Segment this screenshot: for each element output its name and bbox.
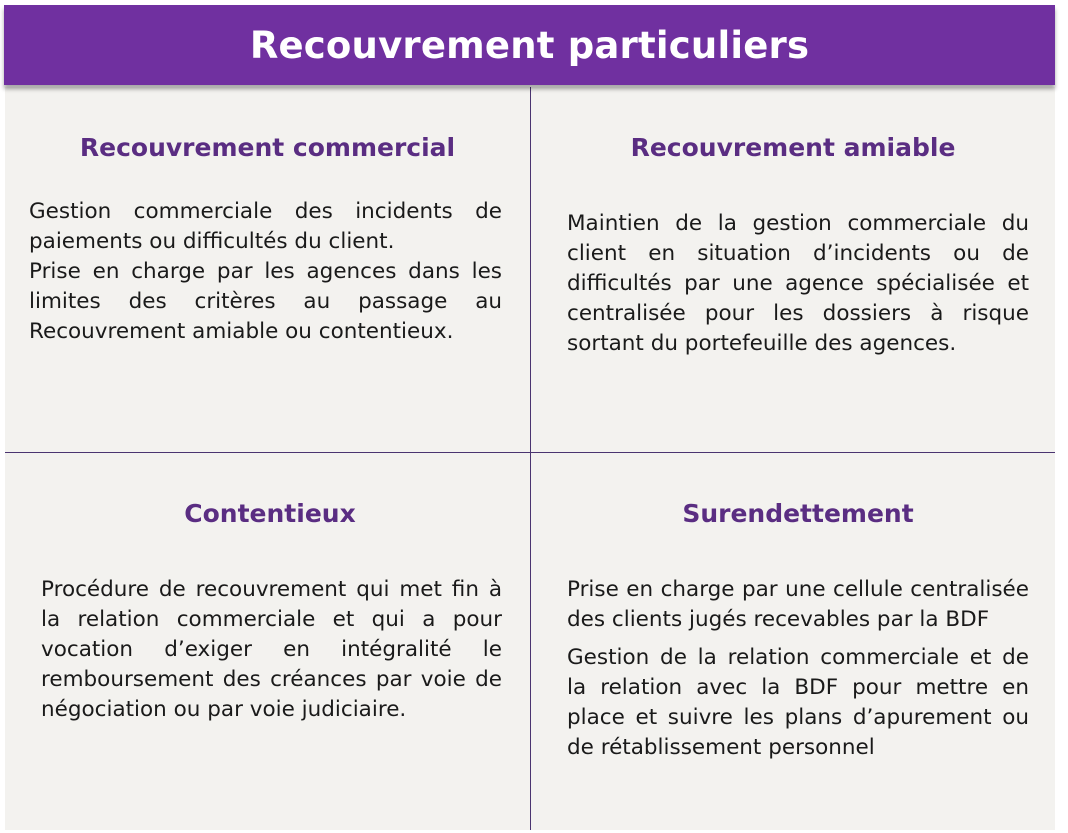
quadrant-title-surendettement: Surendettement — [682, 499, 914, 528]
horizontal-divider — [5, 452, 1055, 453]
quadrant-title-contentieux: Contentieux — [184, 499, 356, 528]
quadrant-paragraph: Procédure de recouvrement qui met fin à la relation commerciale et qui a pour vocation d’exiger en intégralité le remboursement des créances par voie de négociation ou par voie judiciaire. — [41, 577, 502, 722]
quadrant-paragraph: Prise en charge par une cellule centralisée des clients jugés recevables par la BDF — [567, 577, 1029, 632]
quadrant-body-recouvrement-commercial — [29, 197, 502, 347]
quadrant-title-recouvrement-commercial: Recouvrement commercial — [79, 133, 456, 162]
quadrant-title-recouvrement-amiable: Recouvrement amiable — [630, 133, 956, 162]
quadrant-body-contentieux — [41, 575, 502, 725]
quadrant-paragraph: Maintien de la gestion commerciale du client en situation d’incidents ou de difficultés par une agence spécialisée et centralisée pour les dossiers à risque sortant du portefeuille des agences. — [567, 211, 1029, 356]
header-banner — [4, 5, 1055, 85]
quadrant-paragraph: Gestion commerciale des incidents de paiements ou difficultés du client. — [29, 199, 502, 254]
page-title: Recouvrement particuliers — [249, 23, 810, 67]
quadrant-paragraph: Gestion de la relation commerciale et de la relation avec la BDF pour mettre en place et suivre les plans d’apurement ou de rétablissement personnel — [567, 645, 1029, 760]
vertical-divider — [530, 87, 531, 830]
quadrant-paragraph: Prise en charge par les agences dans les limites des critères au passage au Recouvrement amiable ou contentieux. — [29, 259, 502, 344]
quadrant-body-recouvrement-amiable — [567, 209, 1029, 359]
quadrant-body-surendettement — [567, 575, 1029, 763]
